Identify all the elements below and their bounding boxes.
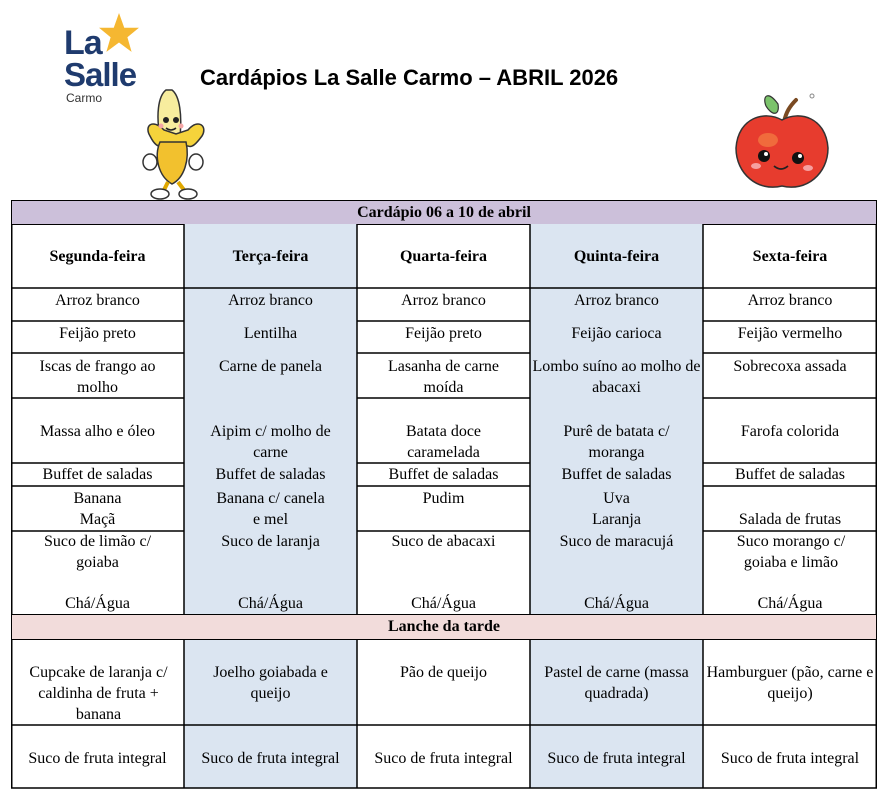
- menu-cell-salad: Buffet de saladas: [42, 466, 153, 483]
- star-icon: [98, 12, 140, 54]
- menu-cell-salad: Buffet de saladas: [561, 466, 672, 483]
- dessert-line: Pudim: [422, 490, 465, 507]
- logo-text-carmo: Carmo: [66, 91, 103, 105]
- page-title: Cardápios La Salle Carmo – ABRIL 2026: [200, 65, 619, 90]
- menu-cell-drink: Chá/Água: [411, 595, 476, 612]
- dessert-line: Uva: [603, 490, 630, 507]
- menu-cell-juice: Suco morango c/ goiaba e limão: [736, 533, 846, 571]
- snack-cell-juice: Suco de fruta integral: [201, 750, 340, 767]
- menu-cell-beans: Lentilha: [243, 325, 298, 342]
- day-header-tuesday: Terça-feira: [232, 248, 309, 265]
- menu-cell-side: Massa alho e óleo: [39, 423, 156, 440]
- menu-cell-dessert: [184, 488, 357, 530]
- menu-cell-dessert: [357, 488, 530, 509]
- dessert-line: Maçã: [79, 511, 116, 528]
- dessert-line: Laranja: [592, 511, 641, 528]
- menu-cell-juice: Suco de limão c/ goiaba: [43, 533, 152, 571]
- logo-text-salle: Salle: [64, 56, 137, 93]
- menu-cell-juice: Suco de abacaxi: [391, 533, 496, 550]
- menu-cell-beans: Feijão preto: [59, 325, 136, 342]
- menu-cell-drink: Chá/Água: [65, 595, 130, 612]
- menu-cell-dessert: [530, 488, 703, 530]
- snack-cell-food: Hamburguer (pão, carne e queijo): [706, 664, 874, 702]
- snack-cell-juice: Suco de fruta integral: [28, 750, 167, 767]
- snack-cell-juice: Suco de fruta integral: [374, 750, 513, 767]
- menu-cell-main: Carne de panela: [218, 358, 323, 375]
- menu-cell-main: Lasanha de carne moída: [387, 358, 500, 396]
- menu-cell-rice: Arroz branco: [55, 292, 140, 309]
- menu-cell-beans: Feijão preto: [405, 325, 482, 342]
- banana-mascot-icon: [136, 86, 216, 200]
- menu-cell-rice: Arroz branco: [401, 292, 486, 309]
- menu-cell-drink: Chá/Água: [238, 595, 303, 612]
- day-header-wednesday: Quarta-feira: [399, 248, 488, 265]
- column-bg-tuesday: [184, 224, 357, 614]
- menu-cell-main: Lombo suíno ao molho de abacaxi: [532, 358, 701, 396]
- dessert-line: Banana: [73, 490, 122, 507]
- snack-cell-food: Cupcake de laranja c/ caldinha de fruta + banana: [29, 664, 168, 723]
- menu-cell-side: Purê de batata c/ moranga: [563, 423, 670, 461]
- logo-text-la: La: [64, 24, 102, 62]
- menu-cell-rice: Arroz branco: [228, 292, 313, 309]
- menu-cell-main: Iscas de frango ao molho: [39, 358, 156, 396]
- menu-cell-dessert: [11, 488, 184, 530]
- la-salle-logo: [62, 12, 144, 107]
- snack-cell-food: Pão de queijo: [399, 664, 488, 681]
- menu-cell-salad: Buffet de saladas: [215, 466, 326, 483]
- day-header-monday: Segunda-feira: [49, 248, 146, 265]
- menu-cell-drink: Chá/Água: [757, 595, 823, 612]
- dessert-line: Banana c/ canela: [216, 490, 325, 507]
- menu-cell-drink: Chá/Água: [584, 595, 649, 612]
- dessert-line: e mel: [252, 511, 289, 528]
- snack-cell-juice: Suco de fruta integral: [547, 750, 686, 767]
- menu-cell-side: Aipim c/ molho de carne: [210, 423, 331, 461]
- dessert-line: Salada de frutas: [738, 511, 842, 528]
- menu-cell-rice: Arroz branco: [574, 292, 659, 309]
- snack-cell-food: Pastel de carne (massa quadrada): [544, 664, 689, 702]
- day-header-thursday: Quinta-feira: [573, 248, 660, 265]
- menu-cell-beans: Feijão carioca: [571, 325, 662, 342]
- menu-cell-side: Farofa colorida: [740, 423, 840, 440]
- column-bg-thursday: [530, 224, 703, 614]
- menu-cell-juice: Suco de maracujá: [559, 533, 674, 550]
- menu-cell-dessert: [703, 509, 877, 530]
- menu-cell-salad: Buffet de saladas: [735, 466, 845, 483]
- menu-cell-salad: Buffet de saladas: [388, 466, 499, 483]
- menu-cell-side: Batata doce caramelada: [405, 423, 482, 461]
- menu-cell-rice: Arroz branco: [747, 292, 833, 309]
- menu-cell-main: Sobrecoxa assada: [733, 358, 847, 375]
- week-title-bar: Cardápio 06 a 10 de abril: [11, 200, 877, 225]
- snack-title-bar: Lanche da tarde: [11, 614, 877, 640]
- menu-cell-beans: Feijão vermelho: [737, 325, 843, 342]
- snack-cell-juice: Suco de fruta integral: [720, 750, 860, 767]
- menu-cell-juice: Suco de laranja: [221, 533, 320, 550]
- apple-mascot-icon: [728, 86, 838, 198]
- day-header-friday: Sexta-feira: [752, 248, 828, 265]
- snack-cell-food: Joelho goiabada e queijo: [213, 664, 328, 702]
